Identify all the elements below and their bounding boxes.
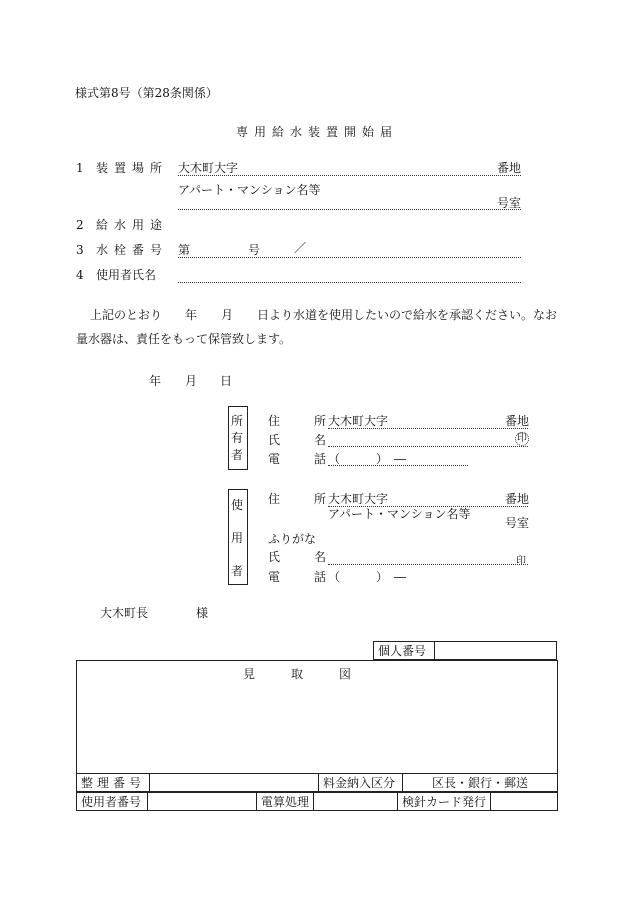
owner-banchi: 番地 (505, 414, 530, 428)
meter-slash: ／ (294, 241, 307, 255)
user-address-value: 大木町大字 (328, 492, 389, 506)
user-number-field[interactable] (148, 793, 257, 811)
owner-label-2: 有 (230, 431, 243, 445)
location-address-line (178, 175, 521, 176)
fee-label: 料金納入区分 (319, 774, 403, 792)
user-address-label: 住 所 (268, 492, 338, 506)
location-apartment-line (178, 209, 521, 210)
date-month: 月 (185, 374, 198, 388)
location-town: 大木町大字 (178, 161, 239, 175)
owner-phone-line (328, 465, 468, 466)
fee-options: 区長・銀行・郵送 (403, 774, 558, 792)
owner-name-line (328, 446, 528, 447)
body-month: 月 (221, 308, 234, 322)
user-room: 号室 (505, 516, 530, 530)
office-table (76, 773, 558, 792)
map-label: 見 取 図 (243, 667, 352, 681)
meter-dai: 第 (178, 243, 191, 257)
item-1-number: 1 (76, 161, 84, 175)
computer-processing-field[interactable] (314, 793, 398, 811)
mgmt-number-field[interactable] (150, 774, 319, 792)
user-label-3: 者 (230, 564, 243, 578)
item-4-label: 使用者氏名 (96, 268, 157, 282)
user-number-label: 使用者番号 (77, 793, 148, 811)
user-furigana-label: ふりがな (268, 532, 317, 546)
card-issue-field[interactable] (491, 793, 558, 811)
date-day: 日 (220, 374, 233, 388)
owner-address-label: 住 所 (268, 414, 338, 428)
user-label-1: 使 (230, 498, 243, 512)
body-text-rest: 日より水道を使用したいので給水を承認ください。なお (257, 308, 558, 322)
user-phone-label: 電 話 (268, 570, 338, 584)
user-banchi: 番地 (505, 492, 530, 506)
user-label-2: 用 (230, 531, 243, 545)
item-1-label: 装置場所 (96, 161, 169, 175)
user-phone-value: （ ） ― (328, 570, 407, 584)
body-text-start: 上記のとおり (90, 308, 163, 322)
item-3-number: 3 (76, 243, 84, 257)
mgmt-number-label: 整理番号 (77, 774, 150, 792)
body-text-line2: 量水器は、責任をもって保管致します。 (76, 332, 292, 346)
addressee-mayor: 大木町長 (100, 606, 149, 620)
location-room: 号室 (497, 196, 522, 210)
body-year: 年 (185, 308, 198, 322)
user-name-line (328, 564, 528, 565)
meter-go: 号 (248, 243, 261, 257)
owner-address-value: 大木町大字 (328, 414, 389, 428)
owner-name-label: 氏 名 (268, 433, 338, 447)
date-year: 年 (149, 374, 162, 388)
owner-address-line (328, 428, 528, 429)
personal-number-field[interactable] (435, 642, 557, 660)
computer-processing-label: 電算処理 (257, 793, 314, 811)
owner-seal-icon: 印 (517, 433, 527, 444)
owner-phone-label: 電 話 (268, 452, 338, 466)
card-issue-label: 検針カード発行 (398, 793, 491, 811)
owner-label-1: 所 (230, 414, 243, 428)
user-name-label: 氏 名 (268, 550, 338, 564)
addressee-sama: 様 (196, 606, 209, 620)
page-title: 専用給水装置開始届 (236, 125, 399, 139)
personal-number-table (373, 641, 557, 660)
owner-phone-value: （ ） ― (328, 452, 407, 466)
form-number: 様式第8号（第28条関係） (75, 86, 218, 100)
user-name-line (178, 282, 521, 283)
item-3-label: 水栓番号 (96, 243, 169, 257)
item-2-number: 2 (76, 218, 84, 232)
item-2-label: 給水用途 (96, 218, 169, 232)
user-apartment-label: アパート・マンション名等 (328, 507, 471, 521)
location-banchi: 番地 (497, 161, 522, 175)
user-seal-icon: 印 (516, 556, 526, 567)
personal-number-label: 個人番号 (374, 642, 435, 660)
location-apartment-label: アパート・マンション名等 (178, 183, 321, 197)
item-4-number: 4 (76, 268, 84, 282)
meter-line (178, 257, 521, 258)
office-table-row2 (76, 792, 558, 811)
owner-label-3: 者 (230, 448, 243, 462)
